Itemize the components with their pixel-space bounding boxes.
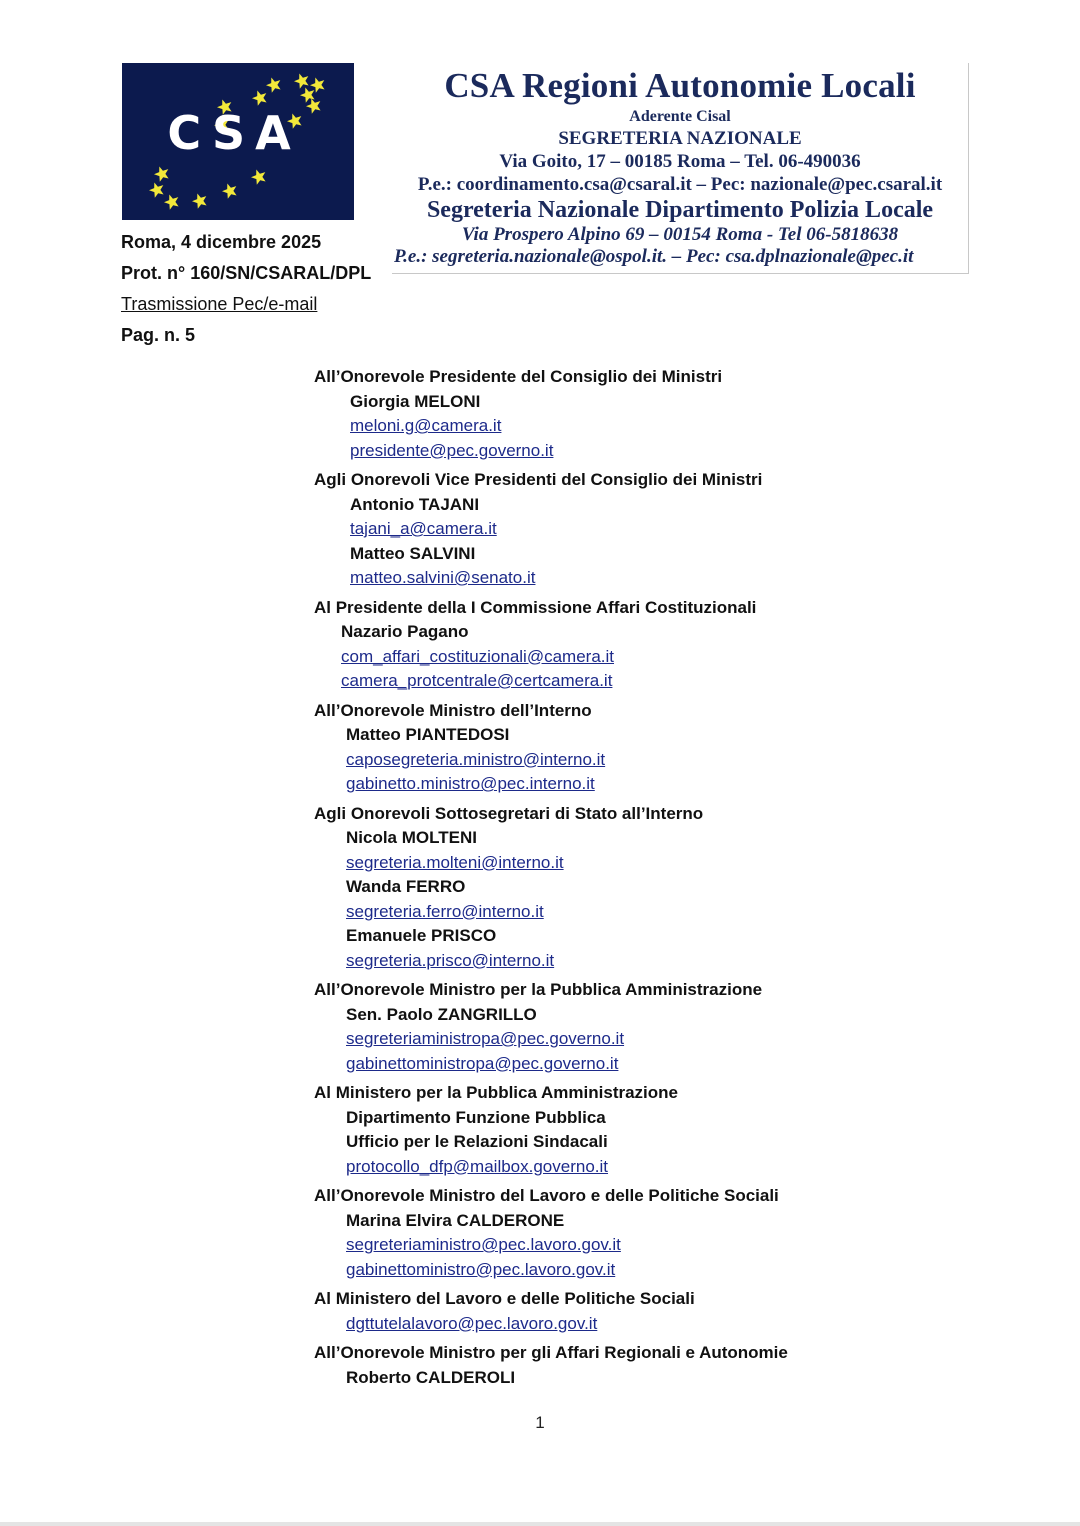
transmission-method: Trasmissione Pec/e-mail [121, 294, 318, 314]
recipient-heading: All’Onorevole Ministro del Lavoro e delle Politiche Sociali [314, 1186, 779, 1205]
recipient-list [314, 365, 874, 1395]
letterhead [392, 63, 969, 274]
recipient-heading: Agli Onorevoli Vice Presidenti del Consiglio dei Ministri [314, 470, 763, 489]
logo-star-icon [294, 74, 309, 89]
recipient-email-link[interactable]: meloni.g@camera.it [350, 416, 502, 435]
recipient-name: Marina Elvira CALDERONE [346, 1210, 565, 1230]
recipient-heading: Al Presidente della I Commissione Affari Costituzionali [314, 597, 757, 617]
document-meta [121, 227, 371, 351]
recipient-heading: Al Ministero per la Pubblica Amministrazione [314, 1083, 678, 1102]
secretariat-address: Via Goito, 17 – 00185 Roma – Tel. 06-490036 [499, 151, 861, 172]
recipient-email-link[interactable]: segreteria.prisco@interno.it [346, 950, 555, 970]
recipient-name: Matteo SALVINI [350, 543, 476, 563]
recipient-name: Nicola MOLTENI [346, 828, 477, 847]
recipient-email-link[interactable]: segreteriaministropa@pec.governo.it [346, 1029, 625, 1048]
recipient-name: Ufficio per le Relazioni Sindacali [346, 1132, 608, 1151]
recipient-heading: Al Ministero del Lavoro e delle Politiche Sociali [314, 1289, 695, 1308]
logo-star-icon [310, 78, 325, 93]
recipient-group [314, 978, 874, 1076]
recipient-name: Wanda FERRO [346, 877, 466, 896]
recipient-email-link[interactable]: camera_protcentrale@certcamera.it [341, 671, 613, 690]
recipient-email-link[interactable]: presidente@pec.governo.it [350, 440, 554, 460]
page-bottom-edge [0, 1522, 1080, 1526]
logo-star-icon [164, 195, 179, 210]
logo-star-icon [306, 99, 321, 114]
recipient-name: Giorgia MELONI [350, 391, 481, 411]
logo-star-icon [192, 194, 207, 209]
logo-text: CSA [167, 106, 301, 160]
recipient-email-link[interactable]: matteo.salvini@senato.it [350, 568, 536, 587]
recipient-heading: All’Onorevole Ministro per gli Affari Regionali e Autonomie [314, 1343, 788, 1362]
document-date: Roma, 4 dicembre 2025 [121, 232, 322, 252]
department-title: Segreteria Nazionale Dipartimento Polizia Locale [426, 197, 934, 223]
recipient-email-link[interactable]: gabinetto.ministro@pec.interno.it [346, 774, 595, 793]
recipient-name: Antonio TAJANI [350, 494, 480, 514]
recipient-group [314, 1287, 874, 1336]
csa-logo [122, 63, 354, 220]
recipient-email-link[interactable]: gabinettoministro@pec.lavoro.gov.it [346, 1259, 616, 1279]
recipient-heading: All’Onorevole Ministro per la Pubblica Amministrazione [314, 980, 763, 999]
recipient-email-link[interactable]: gabinettoministropa@pec.governo.it [346, 1053, 619, 1073]
recipient-email-link[interactable]: dgttutelalavoro@pec.lavoro.gov.it [346, 1313, 598, 1333]
recipient-email-link[interactable]: caposegreteria.ministro@interno.it [346, 749, 606, 769]
recipient-heading: All’Onorevole Ministro dell’Interno [314, 700, 592, 720]
recipient-group [314, 365, 874, 463]
secretariat-contacts: P.e.: coordinamento.csa@csaral.it – Pec: nazionale@pec.csaral.it [417, 174, 943, 195]
recipient-group [314, 468, 874, 591]
logo-star-icon [222, 184, 237, 199]
logo-star-icon [266, 78, 281, 93]
recipient-group [314, 802, 874, 974]
recipient-email-link[interactable]: segreteriaministro@pec.lavoro.gov.it [346, 1235, 621, 1254]
logo-star-icon [251, 170, 266, 185]
recipient-group [314, 596, 874, 694]
recipient-group [314, 1341, 874, 1390]
recipient-name: Emanuele PRISCO [346, 926, 497, 945]
recipient-name: Sen. Paolo ZANGRILLO [346, 1004, 537, 1024]
logo-star-icon [252, 91, 267, 106]
recipient-email-link[interactable]: com_affari_costituzionali@camera.it [341, 646, 615, 666]
recipient-heading: Agli Onorevoli Sottosegretari di Stato all’Interno [314, 803, 704, 823]
page-count: Pag. n. 5 [121, 325, 196, 345]
recipient-group [314, 1081, 874, 1179]
adherence-label: Aderente Cisal [629, 108, 731, 125]
recipient-email-link[interactable]: segreteria.molteni@interno.it [346, 852, 564, 872]
department-address: Via Prospero Alpino 69 – 00154 Roma - Tel 06-5818638 [461, 224, 899, 245]
recipient-group [314, 699, 874, 797]
recipient-email-link[interactable]: tajani_a@camera.it [350, 519, 497, 538]
organization-title: CSA Regioni Autonomie Locali [444, 66, 916, 105]
recipient-group [314, 1184, 874, 1282]
recipient-name: Roberto CALDEROLI [346, 1367, 516, 1387]
recipient-name: Dipartimento Funzione Pubblica [346, 1107, 606, 1127]
page-number: 1 [535, 1413, 545, 1432]
logo-star-icon [149, 183, 164, 198]
recipient-name: Nazario Pagano [341, 622, 469, 641]
logo-star-icon [154, 167, 169, 182]
department-contacts: P.e.: segreteria.nazionale@ospol.it. – Pec: csa.dplnazionale@pec.it [394, 246, 914, 267]
recipient-email-link[interactable]: segreteria.ferro@interno.it [346, 901, 544, 921]
recipient-heading: All’Onorevole Presidente del Consiglio dei Ministri [314, 367, 723, 386]
recipient-email-link[interactable]: protocollo_dfp@mailbox.governo.it [346, 1156, 609, 1176]
csa-logo-stars-icon [122, 63, 354, 220]
protocol-number: Prot. n° 160/SN/CSARAL/DPL [121, 263, 372, 283]
recipient-name: Matteo PIANTEDOSI [346, 725, 510, 744]
secretariat-label: SEGRETERIA NAZIONALE [558, 128, 802, 149]
